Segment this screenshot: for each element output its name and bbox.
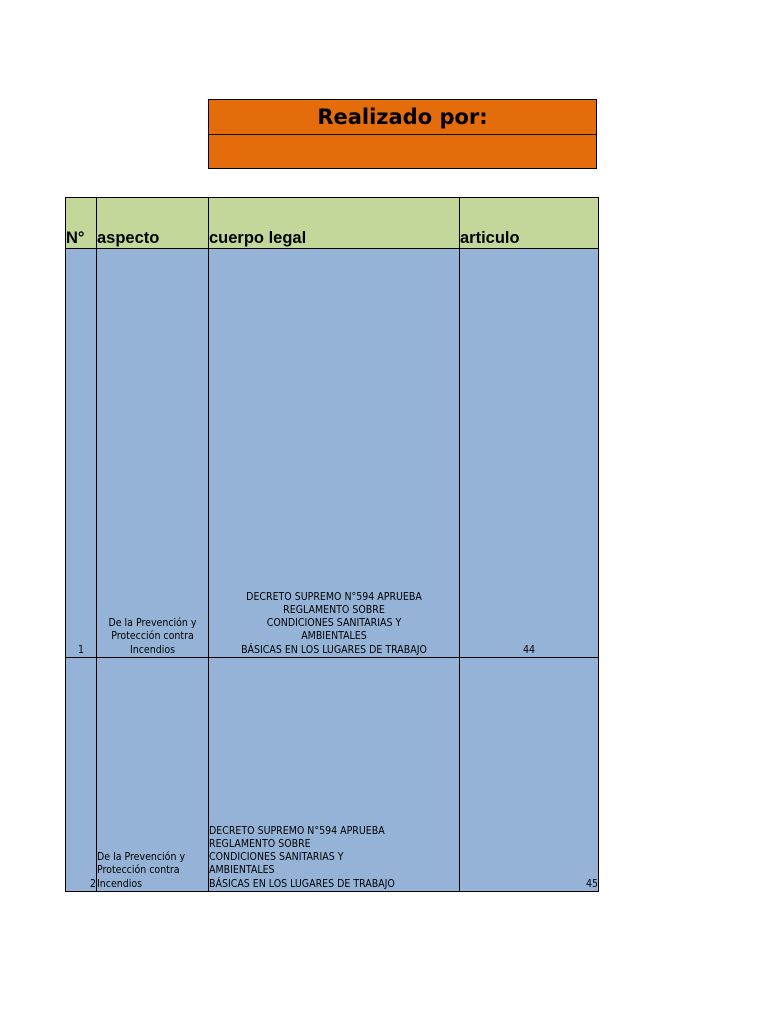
cell-aspecto[interactable]: De la Prevención y Protección contra Incendios (97, 249, 209, 658)
cell-aspecto[interactable]: De la Prevención y Protección contra Incendios (97, 658, 209, 892)
cell-articulo[interactable]: 44 (460, 249, 599, 658)
realizado-por-box (208, 99, 597, 169)
legal-requirements-table (65, 197, 599, 892)
cell-cuerpo-legal[interactable]: DECRETO SUPREMO N°594 APRUEBA REGLAMENTO SOBRE CONDICIONES SANITARIAS Y AMBIENTALES BÁSICAS EN LOS LUGARES DE TRABAJO (209, 249, 460, 658)
realizado-por-value[interactable] (209, 135, 596, 169)
table-row (66, 249, 599, 658)
column-header-articulo: articulo (460, 198, 599, 249)
column-header-aspecto: aspecto (97, 198, 209, 249)
table-row (66, 658, 599, 892)
cell-n[interactable]: 1 (66, 249, 97, 658)
column-header-cuerpo-legal: cuerpo legal (209, 198, 460, 249)
column-header-n: N° (66, 198, 97, 249)
table-header-row (66, 198, 599, 249)
cell-articulo[interactable]: 45 (460, 658, 599, 892)
cell-n[interactable]: 2 (66, 658, 97, 892)
realizado-por-title: Realizado por: (209, 100, 596, 135)
cell-cuerpo-legal[interactable]: DECRETO SUPREMO N°594 APRUEBA REGLAMENTO SOBRE CONDICIONES SANITARIAS Y AMBIENTALES BÁSICAS EN LOS LUGARES DE TRABAJO (209, 658, 460, 892)
